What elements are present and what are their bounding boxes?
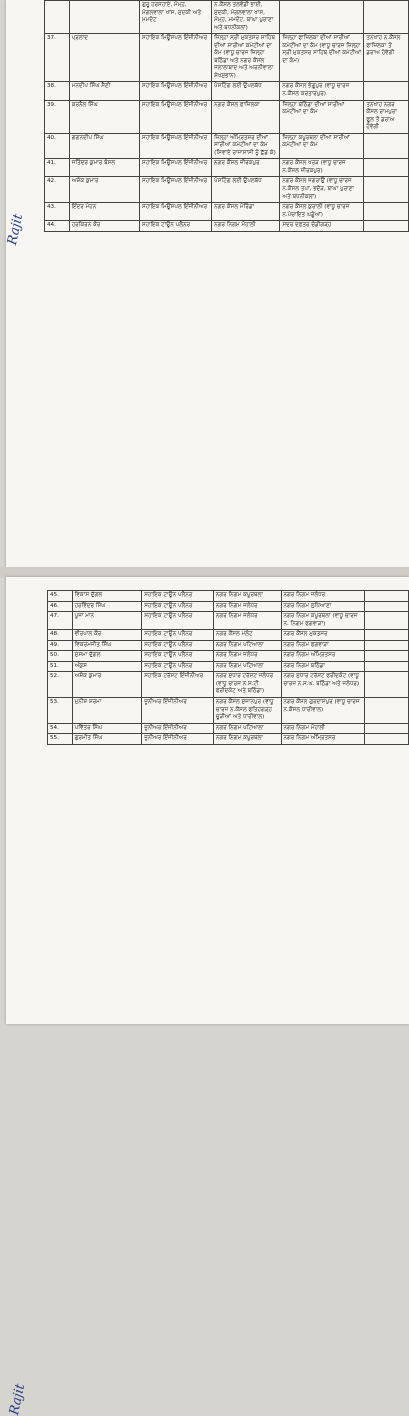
cell-station: ਨਗਰ ਨਿਗਮ ਮੋਹਾਲੀ: [212, 221, 280, 232]
cell-desig: ਸਹਾਇਕ ਟਾਊਨ ਪਲੈਨਰ: [142, 640, 214, 651]
cell-desig: ਸਹਾਇਕ ਟਾਊਨ ਪਲੈਨਰ: [142, 591, 214, 602]
document-page-2: [6, 577, 409, 1416]
cell-name: ਵੀਰਪਾਲ ਕੌਰ: [72, 630, 142, 641]
cell-desig: ਸਹਾਇਕ ਟਾਊਨ ਪਲੈਨਰ: [142, 661, 214, 672]
cell-remarks: [364, 672, 408, 698]
cell-transfer: ਨਗਰ ਕੌਂਸਲ ਗੁਰਦਾਸਪੁਰ (ਵਾਧੂ ਚਾਰਜ ਨ.ਕੌਂਸਲ ਧਾਰੀਵਾਲ): [281, 698, 364, 724]
table-row: [48, 651, 409, 662]
table-row: [45, 82, 409, 100]
cell-transfer: ਸਦਰ ਦਫ਼ਤਰ ਚੰਡੀਗੜ੍ਹ: [280, 221, 364, 232]
table-row: [45, 177, 409, 203]
cell-sr: 50.: [48, 651, 73, 662]
table-row: [48, 672, 409, 698]
cell-sr: 40.: [45, 133, 70, 159]
cell-desig: ਸਹਾਇਕ ਟਾਊਨ ਪਲੈਨਰ: [142, 601, 214, 612]
cell-remarks: [364, 1, 409, 34]
table-row: [45, 221, 409, 232]
cell-desig: ਜੂਨੀਅਰ ਇੰਜੀਨੀਅਰ: [142, 723, 214, 734]
cell-station: ਪੋਸਟਿੰਗ ਲਈ ਉਪਲਬੱਧ: [212, 82, 280, 100]
cell-name: ਅੰਕੁਸ਼: [72, 661, 142, 672]
cell-sr: 41.: [45, 159, 70, 177]
cell-name: ਜਤਿੰਦਰ ਕੁਮਾਰ ਬੰਸਲ: [69, 159, 139, 177]
cell-transfer: ਨਗਰ ਨਿਗਮ ਅੰਮ੍ਰਿਤਸਰ: [281, 734, 364, 745]
transfer-table-2: [47, 590, 409, 745]
page-gap: [0, 567, 409, 577]
cell-desig: ਸਹਾਇਕ ਟਾਊਨ ਪਲੈਨਰ: [142, 612, 214, 630]
table-row: [48, 601, 409, 612]
cell-name: ਸੁਸਮਾ ਦੁੱਗਲ: [72, 651, 142, 662]
cell-desig: ਸਹਾਇਕ ਮਿਊਂਸਪਲ ਇੰਜੀਨੀਅਰ: [139, 177, 211, 203]
cell-sr: 45.: [48, 591, 73, 602]
cell-station: ਨਗਰ ਨਿਗਮ ਪਟਿਆਲਾ: [213, 640, 281, 651]
cell-remarks: [364, 601, 408, 612]
cell-station: ਨਗਰ ਨਿਗਮ ਕਪੂਰਥਲਾ: [213, 591, 281, 602]
table-row: [45, 159, 409, 177]
cell-station: ਨਗਰ ਕੌਂਸਲ ਮਲੋਟ: [213, 630, 281, 641]
cell-desig: ਜੂਨੀਅਰ ਇੰਜੀਨੀਅਰ: [142, 698, 214, 724]
cell-station: ਨਗਰ ਕੌਂਸਲ ਮੋਰਿੰਡਾ: [212, 203, 280, 221]
cell-name: ਅਸ਼ੋਕ ਕੁਮਾਰ: [72, 672, 142, 698]
cell-sr: 42.: [45, 177, 70, 203]
cell-name: ਕਰਨੈਲ ਸਿੰਘ: [69, 100, 139, 133]
cell-sr: 48.: [48, 630, 73, 641]
cell-transfer: ਨਗਰ ਸੁਧਾਰ ਟਰੱਸਟ ਫਰੀਦਕੋਟ (ਵਾਧੂ ਚਾਰਜ ਨ.ਸ.ਘ. ਬਠਿੰਡਾ ਅਤੇ ਜਲੰਧਰ): [281, 672, 364, 698]
cell-sr: 37.: [45, 34, 70, 82]
cell-name: ਵਿਕਾਸ ਦੁੱਗਲ: [72, 591, 142, 602]
table-row: [45, 100, 409, 133]
cell-remarks: [364, 133, 409, 159]
cell-transfer: ਨਗਰ ਕੌਂਸਲ ਜਗਰਾਉਂ (ਵਾਧੂ ਚਾਰਜ ਨ.ਕੌਂਸਲ ਤਪਾ, ਭਦੌੜ, ਬਾਘਾ ਪੁਰਾਣਾ ਅਤੇ ਬਧਨੀਕਲਾਂ): [280, 177, 364, 203]
cell-name: ਪੂਜਾ ਮਾਨ: [72, 612, 142, 630]
cell-station: ਨਗਰ ਨਿਗਮ ਪਟਿਆਲਾ: [213, 723, 281, 734]
cell-remarks: [364, 591, 408, 602]
cell-transfer: ਨਗਰ ਨਿਗਮ ਲੁਧਿਆਣਾ: [281, 601, 364, 612]
cell-transfer: ਨਗਰ ਨਿਗਮ ਮੋਹਾਲੀ: [281, 723, 364, 734]
cell-station: ਨਗਰ ਨਿਗਮ ਜਲੰਧਰ: [213, 612, 281, 630]
cell-name: [69, 1, 139, 34]
table-row: [48, 698, 409, 724]
table-row: [48, 723, 409, 734]
cell-remarks: [364, 203, 409, 221]
cell-remarks: ਤਨਖਾਹ ਨ.ਕੌਂਸਲ ਫਾਜ਼ਿਲਕਾ ਤੋਂ ਡਰਾਅ ਹੋਵੇਗੀ: [364, 34, 409, 82]
cell-sr: 38.: [45, 82, 70, 100]
cell-transfer: ਨਗਰ ਨਿਗਮ ਬਠਿੰਡਾ: [281, 661, 364, 672]
cell-station: ਪੋਸਟਿੰਗ ਲਈ ਉਪਲਬੱਧ: [212, 177, 280, 203]
table-row: [48, 734, 409, 745]
cell-name: ਹਰਵਿੰਦਰ ਸਿੰਘ: [72, 601, 142, 612]
cell-desig: ਸਹਾਇਕ ਟਰੱਸਟ ਇੰਜੀਨੀਅਰ: [142, 672, 214, 698]
cell-name: ਗੁਰਮੀਤ ਸਿੰਘ: [72, 734, 142, 745]
cell-transfer: ਨਗਰ ਨਿਗਮ ਜਲੰਧਰ: [281, 591, 364, 602]
document-page-1: [6, 0, 409, 567]
cell-sr: [45, 1, 70, 34]
cell-remarks: [364, 82, 409, 100]
cell-transfer: ਨਗਰ ਕੌਂਸਲ ਮੁਕਤਸਰ: [281, 630, 364, 641]
cell-transfer: ਜ਼ਿਲ੍ਹਾ ਕਪੂਰਥਲਾ ਦੀਆਂ ਸਾਰੀਆਂ ਕਮੇਟੀਆਂ ਦਾ ਕੰਮ: [280, 133, 364, 159]
cell-transfer: ਜ਼ਿਲ੍ਹਾ ਬਠਿੰਡਾ ਦੀਆਂ ਸਾਰੀਆਂ ਕਮੇਟੀਆਂ ਦਾ ਕੰਮ: [280, 100, 364, 133]
cell-remarks: [364, 630, 408, 641]
table-row: [48, 661, 409, 672]
cell-desig: ਜੂਨੀਅਰ ਇੰਜੀਨੀਅਰ: [142, 734, 214, 745]
cell-remarks: [364, 651, 408, 662]
cell-desig: ਸਹਾਇਕ ਮਿਊਂਸਪਲ ਇੰਜੀਨੀਅਰ: [139, 100, 211, 133]
table-row: [48, 612, 409, 630]
cell-station: ਜ਼ਿਲ੍ਹਾ ਸ੍ਰੀ ਮੁਕਤਸਰ ਸਾਹਿਬ ਦੀਆਂ ਸਾਰੀਆਂ ਕਮੇਟੀਆਂ ਦਾ ਕੰਮ (ਵਾਧੂ ਚਾਰਜ ਜ਼ਿਲ੍ਹਾ ਬਠਿੰਡਾ ਅਤੇ ਨਗਰ ਕੌਂਸਲ ਜਲਾਲਾਬਾਦ ਅਤੇ ਅਰਨੀਵਾਲਾ ਸ਼ੇਖਸੁਭਾਨ): [212, 34, 280, 82]
cell-sr: 53.: [48, 698, 73, 724]
cell-station: ਨਗਰ ਕੌਂਸਲ ਸੁਜਾਨਪੁਰ (ਵਾਧੂ ਚਾਰਜ ਨ.ਕੌਂਸਲ ਫਤਿਹਗੜ੍ਹ ਚੂੜੀਆਂ ਅਤੇ ਧਾਰੀਵਾਲ): [213, 698, 281, 724]
cell-desig: ਗੁਰੂ ਹਰਸਹਾਏ, ਮੰਮ੍ਹ, ਮੰਗਲਵਾਲਾ ਖਾਸ, ਮੁੱਦਕੀ ਅਤੇ ਮਮਦੋਟ: [139, 1, 211, 34]
cell-remarks: ਤਨਖਾਹ ਨਗਰ ਕੌਂਸਲ ਰਾਮਪੁਰਾ ਫੂਲ ਤੋਂ ਡਰਾਅ ਹੋਵੇਗੀ: [364, 100, 409, 133]
cell-remarks: [364, 723, 408, 734]
cell-desig: ਸਹਾਇਕ ਮਿਊਂਸਪਲ ਇੰਜੀਨੀਅਰ: [139, 82, 211, 100]
table-row: [45, 34, 409, 82]
cell-name: ਮੁਨੀਸ਼ ਸ਼ਰਮਾ: [72, 698, 142, 724]
cell-remarks: [364, 698, 408, 724]
cell-transfer: ਨਗਰ ਨਿਗਮ ਕਪੂਰਥਲਾ (ਵਾਧੂ ਚਾਰਜ ਨ. ਨਿਗਮ ਫਗਵਾੜਾ): [281, 612, 364, 630]
cell-desig: ਸਹਾਇਕ ਟਾਊਨ ਪਲੈਨਰ: [142, 630, 214, 641]
cell-name: ਗਗਨਦੀਪ ਸਿੰਘ: [69, 133, 139, 159]
cell-name: ਹਰਕਿਰਨ ਕੌਰ: [69, 221, 139, 232]
cell-desig: ਸਹਾਇਕ ਮਿਊਂਸਪਲ ਇੰਜੀਨੀਅਰ: [139, 34, 211, 82]
table-row: [45, 133, 409, 159]
cell-station: ਨ.ਕੌਂਸਲ ਤਲਵੰਡੀ ਭਾਈ, ਮੁੱਦਕੀ, ਮੰਗਲਵਾਲਾ ਖਾਸ, ਮੰਮ੍ਹ, ਮਮਦੋਟ, ਬਾਘਾ ਪੁਰਾਣਾ ਅਤੇ ਬਧਨੀਕਲਾਂ): [212, 1, 280, 34]
cell-desig: ਸਹਾਇਕ ਟਾਊਨ ਪਲੈਨਰ: [139, 221, 211, 232]
cell-sr: 52.: [48, 672, 73, 698]
signature: Rajit: [5, 212, 27, 247]
cell-name: ਮਨਦੀਪ ਸਿੰਘ ਸੈਣੀ: [69, 82, 139, 100]
cell-sr: 54.: [48, 723, 73, 734]
cell-remarks: [364, 661, 408, 672]
cell-transfer: ਨਗਰ ਕੌਂਸਲ ਕੁਰਾਲੀ (ਵਾਧੂ ਚਾਰਜ ਨ.ਪੰਚਾਇਤ ਘੜੂੰਆਂ): [280, 203, 364, 221]
cell-station: ਨਗਰ ਨਿਗਮ ਪਟਿਆਲਾ: [213, 661, 281, 672]
cell-station: ਨਗਰ ਨਿਗਮ ਜਲੰਧਰ: [213, 601, 281, 612]
cell-sr: 49.: [48, 640, 73, 651]
cell-desig: ਸਹਾਇਕ ਮਿਊਂਸਪਲ ਇੰਜੀਨੀਅਰ: [139, 133, 211, 159]
cell-transfer: ਨਗਰ ਨਿਗਮ ਫਗਵਾੜਾ: [281, 640, 364, 651]
cell-transfer: ਜ਼ਿਲ੍ਹਾ ਫਾਜ਼ਿਲਕਾ ਦੀਆਂ ਸਾਰੀਆਂ ਕਮੇਟੀਆਂ ਦਾ ਕੰਮ (ਵਾਧੂ ਚਾਰਜ ਜ਼ਿਲ੍ਹਾ ਸ੍ਰੀ ਮੁਕਤਸਰ ਸਾਹਿਬ ਦੀਆਂ ਕਮੇਟੀਆਂ ਦਾ ਕੰਮ): [280, 34, 364, 82]
cell-name: ਅਸ਼ੋਕ ਕੁਮਾਰ: [69, 177, 139, 203]
cell-name: ਪ੍ਰਲਾਦ: [69, 34, 139, 82]
cell-desig: ਸਹਾਇਕ ਟਾਊਨ ਪਲੈਨਰ: [142, 651, 214, 662]
cell-station: ਨਗਰ ਨਿਗਮ ਜਲੰਧਰ: [213, 651, 281, 662]
table-row: [45, 203, 409, 221]
cell-sr: 51.: [48, 661, 73, 672]
cell-sr: 39.: [45, 100, 70, 133]
cell-remarks: [364, 640, 408, 651]
cell-station: ਨਗਰ ਕੌਂਸਲ ਜ਼ੀਰਕਪੁਰ: [212, 159, 280, 177]
cell-remarks: [364, 177, 409, 203]
cell-station: ਜ਼ਿਲ੍ਹਾ ਅੰਮ੍ਰਿਤਸਰ ਦੀਆਂ ਸਾਰੀਆਂ ਕਮੇਟੀਆਂ ਦਾ ਕੰਮ (ਸਿਵਾਏ ਰਾਜਾਸਾਂਸੀ ਨੂੰ ਛੱਡ ਕੇ): [212, 133, 280, 159]
cell-transfer: ਨਗਰ ਕੌਂਸਲ ਖਰੜ (ਵਾਧੂ ਚਾਰਜ ਨ.ਕੌਂਸਲ ਜ਼ੀਰਕਪੁਰ): [280, 159, 364, 177]
cell-sr: 43.: [45, 203, 70, 221]
cell-desig: ਸਹਾਇਕ ਮਿਊਂਸਪਲ ਇੰਜੀਨੀਅਰ: [139, 203, 211, 221]
table-row: [48, 640, 409, 651]
cell-name: ਪਵਿੱਤਰ ਸਿੰਘ: [72, 723, 142, 734]
cell-name: ਵਿਕਰਮਜੀਤ ਸਿੰਘ: [72, 640, 142, 651]
table-row: [45, 1, 409, 34]
cell-sr: 44.: [45, 221, 70, 232]
cell-transfer: ਨਗਰ ਨਿਗਮ ਅੰਮ੍ਰਿਤਸਰ: [281, 651, 364, 662]
cell-station: ਨਗਰ ਸੁਧਾਰ ਟਰੱਸਟ ਜਲੰਧਰ (ਵਾਧੂ ਚਾਰਜ ਨ.ਸ.ਟੀ ਫਰੀਦਕੋਟ ਅਤੇ ਬਠਿੰਡਾ): [213, 672, 281, 698]
cell-remarks: [364, 221, 409, 232]
cell-transfer: [280, 1, 364, 34]
cell-desig: ਸਹਾਇਕ ਮਿਊਂਸਪਲ ਇੰਜੀਨੀਅਰ: [139, 159, 211, 177]
cell-name: ਇੰਦਰ ਮੋਹਨ: [69, 203, 139, 221]
cell-remarks: [364, 734, 408, 745]
cell-sr: 46.: [48, 601, 73, 612]
cell-transfer: ਨਗਰ ਕੌਂਸਲ ਭੇਗੂਪੁਰ (ਵਾਧੂ ਚਾਰਜ ਨ.ਕੌਂਸਲ ਕਰਤਾਰਪੁਰ): [280, 82, 364, 100]
cell-remarks: [364, 612, 408, 630]
cell-sr: 55.: [48, 734, 73, 745]
cell-station: ਨਗਰ ਕੌਂਸਲ ਫਾਜ਼ਿਲਕਾ: [212, 100, 280, 133]
table-row: [48, 591, 409, 602]
transfer-table-1: [44, 0, 409, 232]
cell-station: ਨਗਰ ਨਿਗਮ ਕਪੂਰਥਲਾ: [213, 734, 281, 745]
signature: Rajit: [7, 1382, 29, 1416]
cell-remarks: [364, 159, 409, 177]
cell-sr: 47.: [48, 612, 73, 630]
table-row: [48, 630, 409, 641]
